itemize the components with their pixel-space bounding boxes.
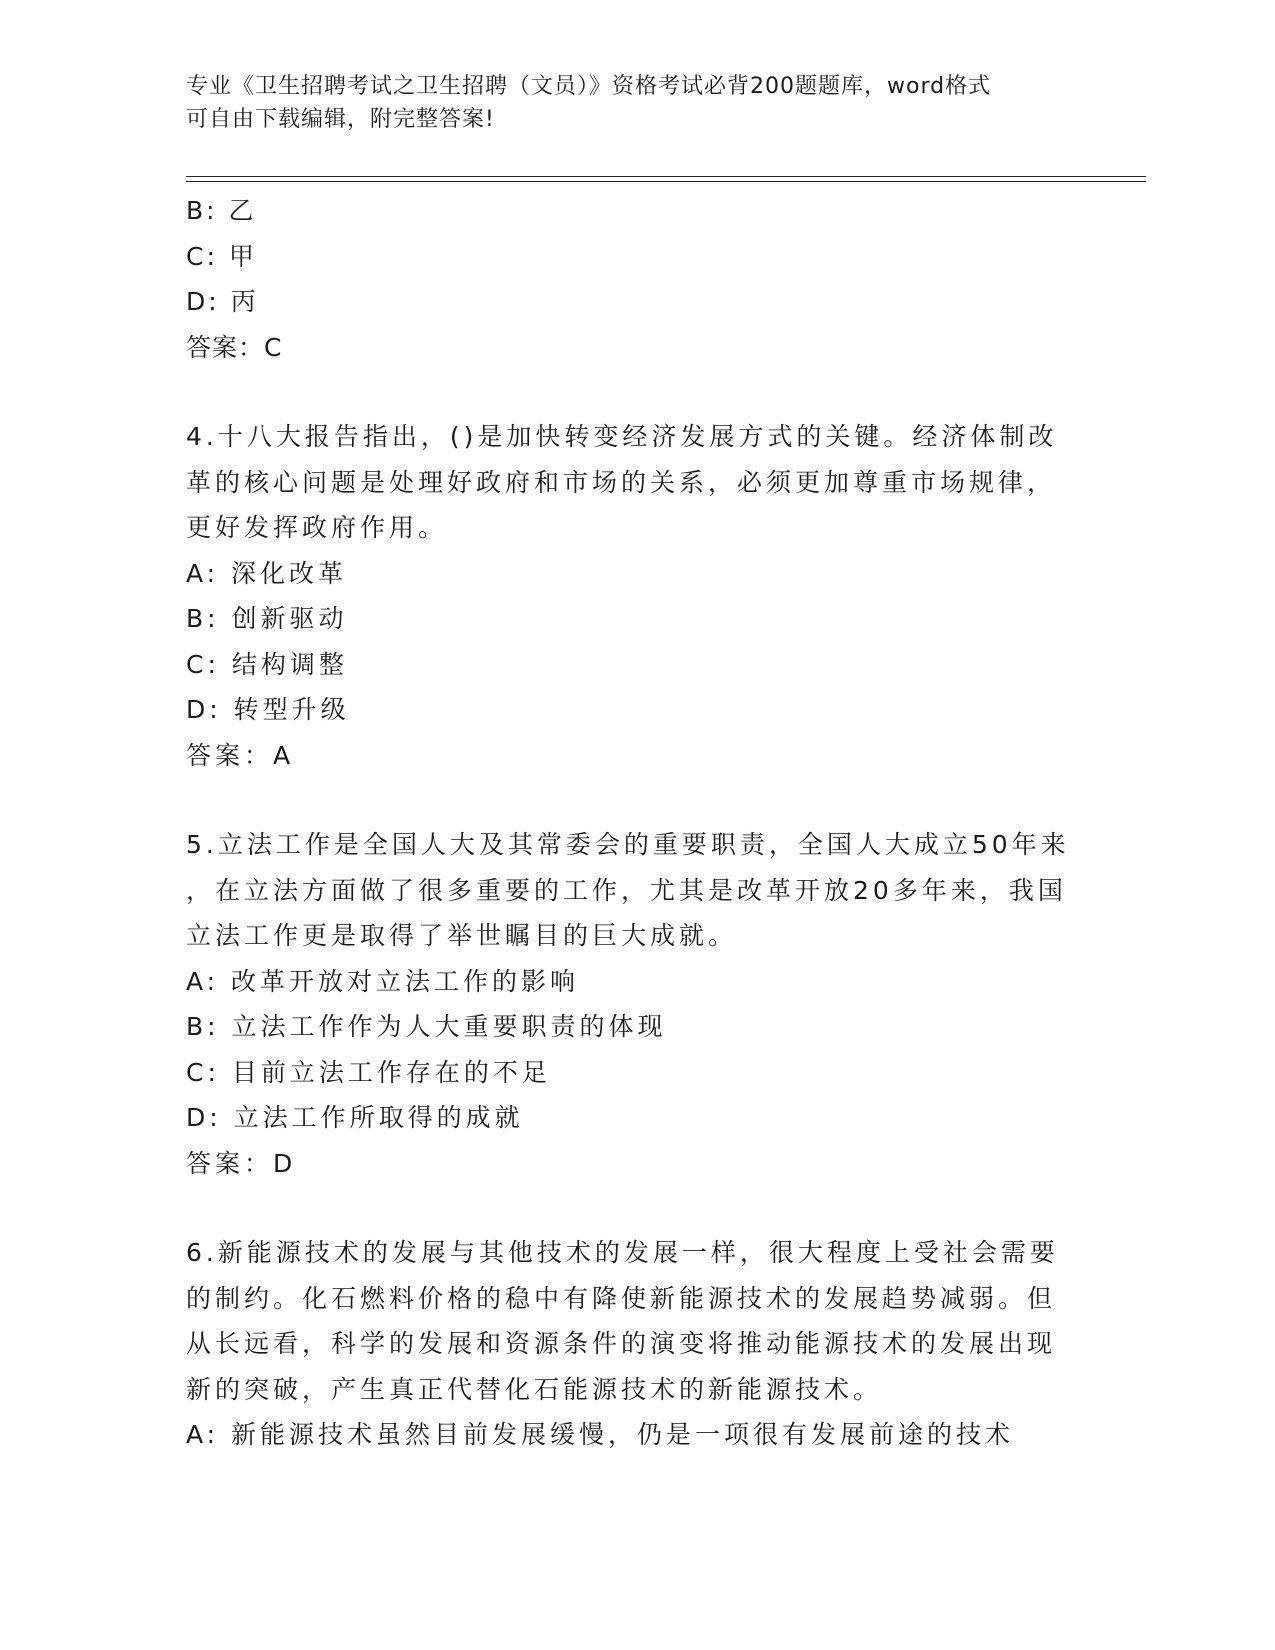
option-a (186, 1412, 1066, 1458)
option-label: D: (186, 287, 220, 316)
option-c (186, 234, 1066, 280)
question-text-line: 新的突破，产生真正代替化石能源技术的新能源技术。 (186, 1374, 883, 1404)
question-5 (186, 822, 1070, 1186)
header-divider-bottom (186, 181, 1146, 182)
question-3-tail (186, 188, 1066, 370)
option-c (186, 1050, 1066, 1096)
option-text: 结构调整 (231, 649, 348, 679)
question-text-line: 从长远看，科学的发展和资源条件的演变将推动能源技术的发展出现 (186, 1329, 1057, 1358)
option-label: D: (186, 695, 222, 724)
option-d (186, 279, 1066, 325)
option-a (186, 551, 1066, 597)
option-c (186, 642, 1066, 688)
option-label: D: (186, 1103, 222, 1132)
option-b (186, 1004, 1066, 1050)
answer: 答案：A (186, 740, 295, 770)
answer: 答案：C (186, 332, 283, 362)
option-text: 创新驱动 (231, 604, 348, 633)
option-d (186, 1095, 1066, 1141)
question-6 (186, 1230, 1066, 1458)
answer: 答案：D (186, 1148, 297, 1178)
question-text-line: 5.立法工作是全国人大及其常委会的重要职责，全国人大成立50年来 (186, 830, 1070, 859)
question-text-line: 4.十八大报告指出，()是加快转变经济发展方式的关键。经济体制改 (186, 422, 1058, 451)
question-text-line: 的制约。化石燃料价格的稳中有降使新能源技术的发展趋势减弱。但 (186, 1283, 1057, 1313)
option-label: B: (186, 1012, 220, 1041)
option-label: C: (186, 649, 220, 679)
option-text: 深化改革 (231, 558, 348, 588)
option-b (186, 596, 1066, 642)
header-divider-top (186, 176, 1146, 177)
option-text: 新能源技术虽然目前发展缓慢，仍是一项很有发展前途的技术 (231, 1420, 1015, 1449)
question-4 (186, 414, 1066, 778)
question-text-line: 6.新能源技术的发展与其他技术的发展一样，很大程度上受社会需要 (186, 1238, 1059, 1267)
option-b (186, 188, 1066, 234)
option-label: A: (186, 1420, 220, 1449)
option-text: 乙 (228, 196, 257, 225)
option-label: B: (186, 604, 220, 633)
option-text: 改革开放对立法工作的影响 (231, 966, 580, 996)
option-text: 甲 (228, 241, 257, 271)
header-line-1: 专业《卫生招聘考试之卫生招聘（文员）》资格考试必背200题题库，word格式 (186, 74, 992, 99)
document-header (186, 70, 1066, 136)
option-d (186, 687, 1066, 733)
question-text-line: 立法工作更是取得了举世瞩目的巨大成就。 (186, 921, 738, 950)
question-text-line: ，在立法方面做了很多重要的工作，尤其是改革开放20多年来，我国 (186, 875, 1067, 905)
option-text: 转型升级 (233, 695, 350, 724)
option-text: 立法工作作为人大重要职责的体现 (231, 1012, 667, 1041)
option-label: C: (186, 1057, 220, 1087)
question-text-line: 革的核心问题是处理好政府和市场的关系，必须更加尊重市场规律， (186, 467, 1057, 497)
option-text: 目前立法工作存在的不足 (231, 1057, 551, 1087)
question-content (186, 188, 1070, 1458)
option-label: C: (186, 241, 218, 271)
header-line-2: 可自由下载编辑，附完整答案! (186, 107, 495, 132)
option-a (186, 959, 1066, 1005)
option-label: B: (186, 196, 218, 225)
question-text-line: 更好发挥政府作用。 (186, 513, 448, 542)
option-text: 立法工作所取得的成就 (233, 1103, 524, 1132)
option-label: A: (186, 966, 220, 996)
option-text: 丙 (230, 287, 259, 316)
option-label: A: (186, 558, 220, 588)
